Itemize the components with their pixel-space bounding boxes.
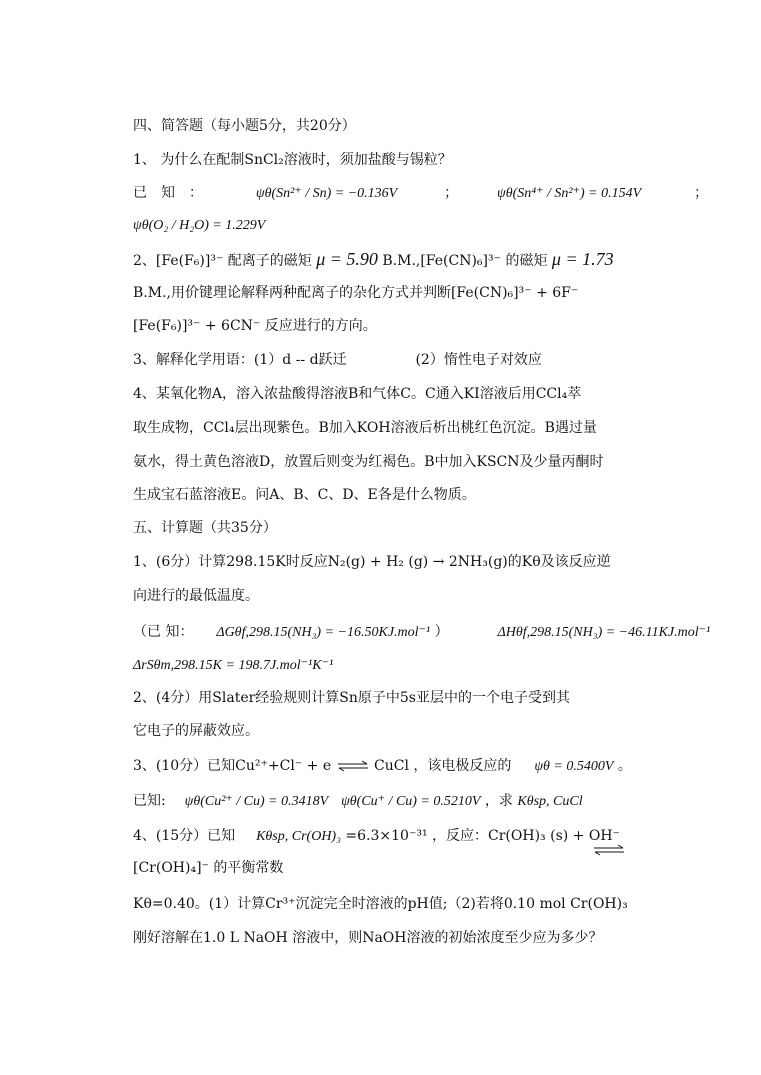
question-4-line-3: 氨水，得土黄色溶液D，放置后则变为红褐色。B中加入KSCN及少量丙酮时 <box>133 454 604 470</box>
gibbs-energy: ΔGθf,298.15(NH₃) = −16.50KJ.mol⁻¹ <box>216 625 431 640</box>
equilibrium-arrow-icon <box>336 758 370 778</box>
question-2-text-b: B.M.,[Fe(CN)₆]³⁻ 的磁矩 <box>382 253 548 269</box>
copper-i-potential: ψθ(Cu⁺ / Cu) = 0.5210V <box>341 794 481 809</box>
calc-4-line-4: 刚好溶解在1.0 L NaOH 溶液中，则NaOH溶液的初始浓度至少应为多少？ <box>133 930 603 946</box>
full-stop: 。 <box>617 758 632 774</box>
enthalpy: ΔHθf,298.15(NH₃) = −46.11KJ.mol⁻¹ <box>497 625 711 640</box>
electrode-potential: ψθ = 0.5400V <box>534 759 614 774</box>
question-4-line-2: 取生成物，CCl₄层出现紫色。B加入KOH溶液后析出桃红色沉淀。B遇过量 <box>133 420 597 436</box>
calc-1-line-1: 1、(6分）计算298.15K时反应N₂(g) + H₂ (g) → 2NH₃(g)的Kθ及该反应逆 <box>133 554 611 570</box>
known-label: 已 知 ： <box>133 185 203 201</box>
question-4-line-1: 4、某氧化物A，溶入浓盐酸得溶液B和气体C。C通入KI溶液后用CCl₄萃 <box>133 386 582 402</box>
calc-3-text-b: CuCl ，该电极反应的 <box>374 758 512 774</box>
tin-ii-potential: ψθ(Sn²⁺ / Sn) = −0.136V <box>255 186 398 201</box>
equilibrium-arrow-icon <box>592 844 626 860</box>
question-1: 1、 为什么在配制SnCl₂溶液时，须加盐酸与锡粒？ <box>133 152 452 168</box>
question-2-line-2: B.M.,用价键理论解释两种配离子的杂化方式并判断[Fe(CN)₆]³⁻ + 6F⁻ <box>133 285 579 301</box>
separator: ； <box>444 185 459 201</box>
ksp-cucl: Kθsp, CuCl <box>517 794 583 809</box>
question-3-part-1: 3、解释化学用语：(1）d -- d跃迁 <box>133 352 347 368</box>
question-1-known <box>133 183 708 204</box>
calc-4-line-1 <box>133 826 620 847</box>
question-3 <box>133 350 542 370</box>
calc-4-line-2: [Cr(OH)₄]⁻ 的平衡常数 <box>133 860 284 876</box>
copper-ii-potential: ψθ(Cu²⁺ / Cu) = 0.3418V <box>184 794 329 809</box>
calc-4-line-3: Kθ=0.40。(1）计算Cr³⁺沉淀完全时溶液的pH值;（2)若将0.10 mol Cr(OH)₃ <box>133 896 628 912</box>
tin-iv-potential: ψθ(Sn⁴⁺ / Sn²⁺) = 0.154V <box>497 186 642 201</box>
magnetic-moment-2: μ = 1.73 <box>551 249 614 269</box>
calc-3-line-2 <box>133 791 583 812</box>
ksp-croh3: Kθsp, Cr(OH)₃ <box>256 829 341 844</box>
section-4-title: 四、简答题（每小题5分，共20分） <box>133 118 356 134</box>
calc-1-line-2: 向进行的最低温度。 <box>133 588 259 604</box>
question-2-text-a: 2、[Fe(F₆)]³⁻ 配离子的磁矩 <box>133 253 312 269</box>
calc-3-line-1 <box>133 756 632 777</box>
section-5-title: 五、计算题（共35分） <box>133 520 277 536</box>
calc-2-line-2: 它电子的屏蔽效应。 <box>133 723 259 739</box>
known-label: （已 知： <box>133 624 194 640</box>
calc-4-text-a: 4、(15分）已知 <box>133 828 236 844</box>
magnetic-moment-1: μ = 5.90 <box>316 249 378 269</box>
entropy: ΔrSθm,298.15K = 198.7J.mol⁻¹K⁻¹ <box>133 658 334 673</box>
question-3-part-2: (2）惰性电子对效应 <box>415 352 542 368</box>
oxygen-potential: ψθ(O₂ / H₂O) = 1.229V <box>133 218 266 233</box>
separator: ； <box>694 185 709 201</box>
question-2-line-3: [Fe(F₆)]³⁻ + 6CN⁻ 反应进行的方向。 <box>133 318 377 334</box>
calc-4-text-b: =6.3×10⁻³¹ ，反应：Cr(OH)₃ (s) + OH⁻ <box>345 828 620 844</box>
known-label: 已知: <box>133 793 166 809</box>
ask-text: ，求 <box>484 793 513 809</box>
calc-3-text-a: 3、(10分）已知Cu²⁺+Cl⁻ + e <box>133 758 332 774</box>
calc-2-line-1: 2、(4分）用Slater经验规则计算Sn原子中5s亚层中的一个电子受到其 <box>133 690 570 706</box>
calc-1-known <box>133 622 710 643</box>
close-paren: ） <box>434 624 449 640</box>
question-4-line-4: 生成宝石蓝溶液E。问A、B、C、D、E各是什么物质。 <box>133 487 476 503</box>
question-2-line-1 <box>133 249 614 271</box>
